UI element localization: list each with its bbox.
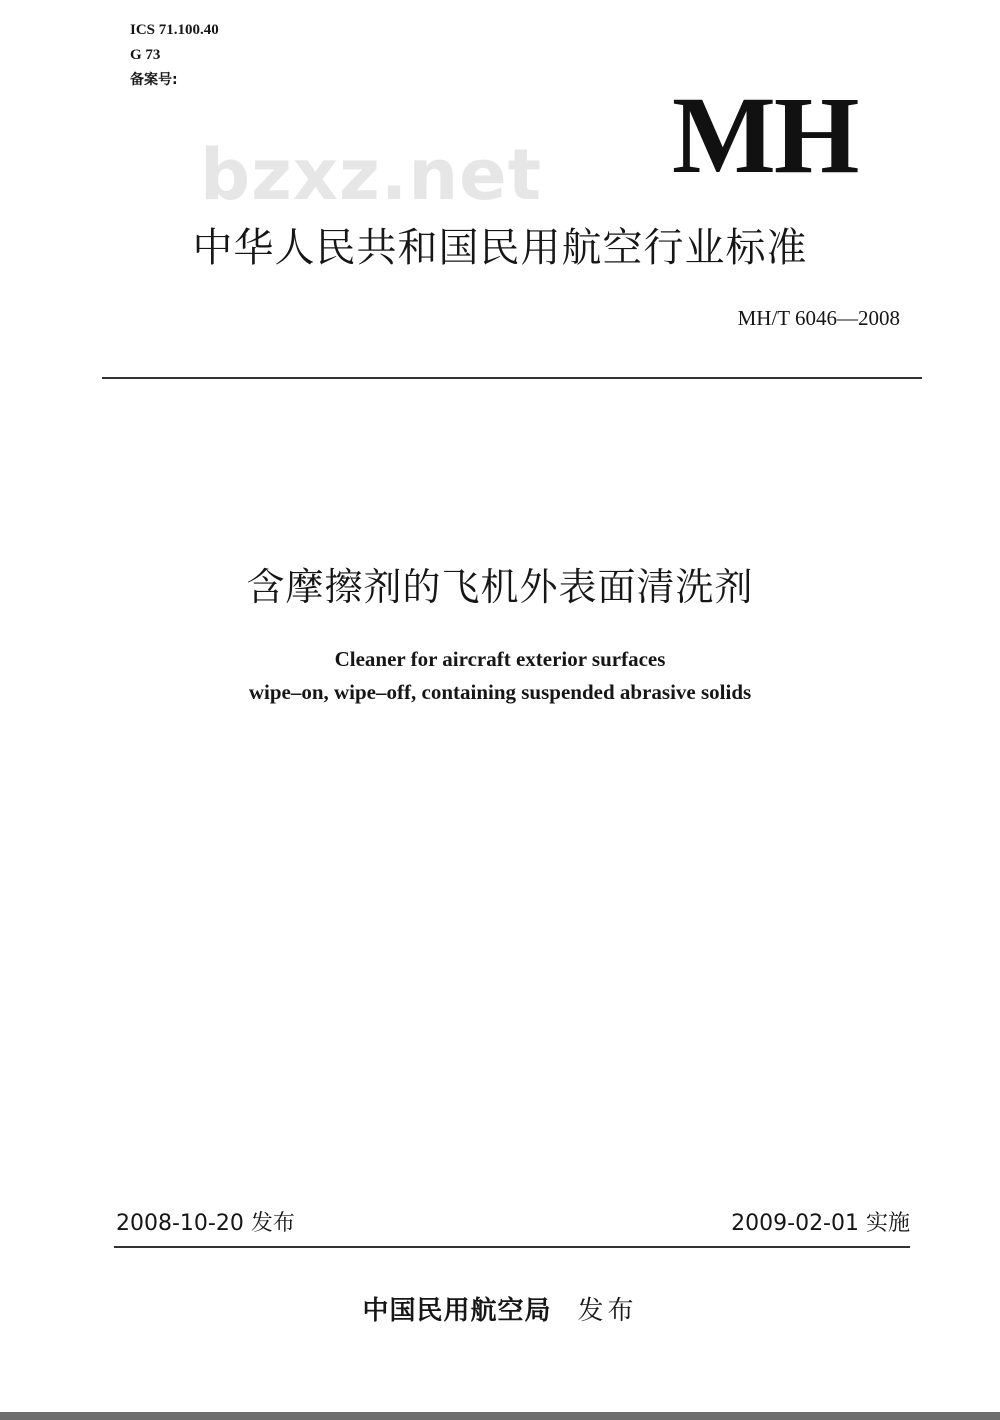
document-title-cn: 含摩擦剂的飞机外表面清洗剂 bbox=[246, 565, 754, 609]
publisher-organization: 中国民用航空局 bbox=[362, 1296, 552, 1326]
standard-number: MH/T 6046—2008 bbox=[737, 306, 900, 330]
mh-logo: MH bbox=[672, 74, 858, 196]
ics-code: ICS 71.100.40 bbox=[130, 22, 219, 38]
scan-edge bbox=[0, 1412, 1000, 1420]
publisher-verb: 发布 bbox=[577, 1296, 638, 1326]
top-divider bbox=[102, 377, 922, 379]
publisher bbox=[0, 1294, 1000, 1328]
issue-date: 2008-10-20 发布 bbox=[116, 1211, 295, 1236]
watermark: bzxz.net bbox=[200, 134, 543, 216]
effective-date: 2009-02-01 实施 bbox=[731, 1211, 910, 1236]
bottom-divider bbox=[114, 1246, 910, 1248]
record-number-label: 备案号: bbox=[130, 72, 178, 88]
document-title-en-line-1: Cleaner for aircraft exterior surfaces bbox=[334, 647, 666, 671]
standard-title: 中华人民共和国民用航空行业标准 bbox=[192, 225, 808, 271]
classification-code: G 73 bbox=[130, 47, 161, 63]
document-title-en-line-2: wipe–on, wipe–off, containing suspended abrasive solids bbox=[248, 680, 752, 704]
